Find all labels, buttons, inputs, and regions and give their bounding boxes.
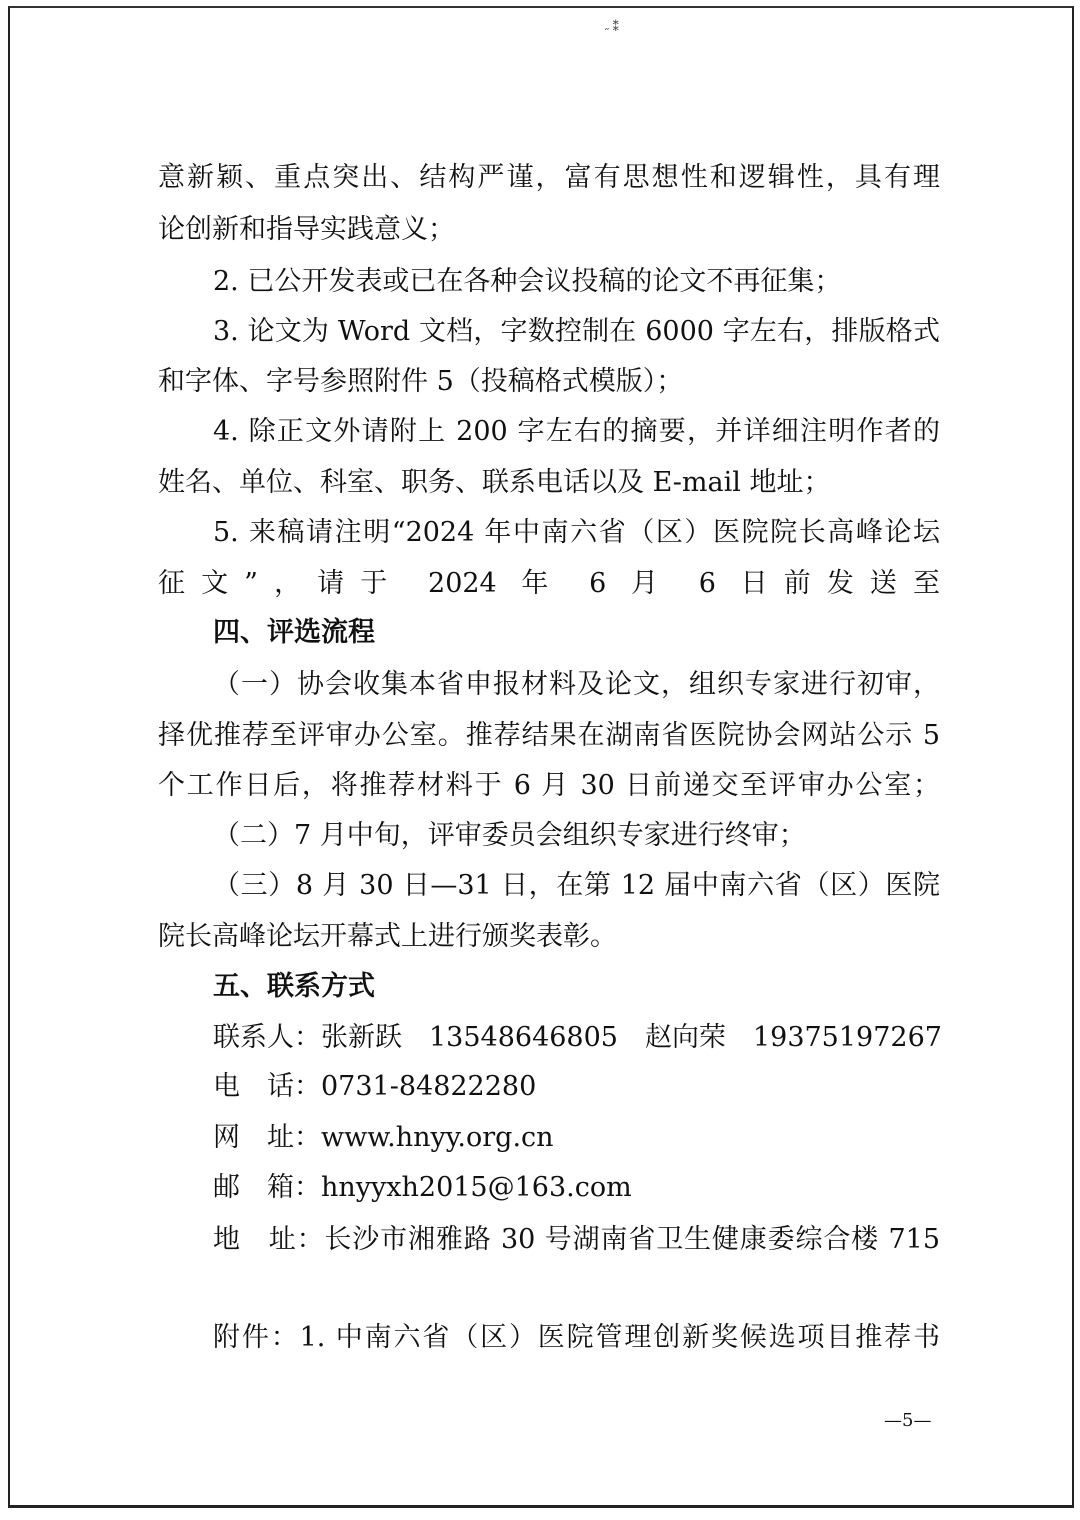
page-number: —5— <box>884 1410 932 1431</box>
list-item: 5. 来稿请注明“2024 年中南六省（区）医院院长高峰论坛 <box>213 517 940 548</box>
body-line: 和字体、字号参照附件 5（投稿格式模版）； <box>158 366 684 397</box>
body-line: 论创新和指导实践意义； <box>158 214 455 245</box>
body-line: 个工作日后，将推荐材料于 6 月 30 日前递交至评审办公室； <box>158 770 940 801</box>
body-line: 意新颖、重点突出、结构严谨，富有思想性和逻辑性，具有理 <box>158 162 940 193</box>
list-item: 2. 已公开发表或已在各种会议投稿的论文不再征集； <box>213 266 842 297</box>
list-item: 4. 除正文外请附上 200 字左右的摘要，并详细注明作者的 <box>213 416 940 447</box>
contact-address: 地 址：长沙市湘雅路 30 号湖南省卫生健康委综合楼 715 <box>213 1224 940 1255</box>
body-line: 择优推荐至评审办公室。推荐结果在湖南省医院协会网站公示 5 <box>158 720 940 751</box>
list-item: （三）8 月 30 日—31 日，在第 12 届中南六省（区）医院 <box>213 870 940 901</box>
scan-marks: ˶ ⁑ <box>605 20 619 34</box>
contact-website: 网 址：www.hnyy.org.cn <box>213 1122 554 1153</box>
section-heading: 五、联系方式 <box>213 971 375 1002</box>
list-item: （一）协会收集本省申报材料及论文，组织专家进行初审， <box>213 669 940 700</box>
attachment-line: 附件：1. 中南六省（区）医院管理创新奖候选项目推荐书 <box>213 1322 940 1353</box>
contact-email: 邮 箱：hnyyxh2015@163.com <box>213 1172 632 1203</box>
contact-phone: 电 话：0731-84822280 <box>213 1071 537 1102</box>
body-line: 征文”，请于 2024 年 6 月 6 日前发送至 <box>158 568 940 599</box>
list-item: 3. 论文为 Word 文档，字数控制在 6000 字左右，排版格式 <box>213 316 940 347</box>
section-heading: 四、评选流程 <box>213 617 375 648</box>
list-item: （二）7 月中旬，评审委员会组织专家进行终审； <box>213 820 806 851</box>
body-line: 院长高峰论坛开幕式上进行颁奖表彰。 <box>158 921 617 952</box>
contact-persons: 联系人：张新跃 13548646805 赵向荣 19375197267 <box>213 1022 942 1053</box>
body-line: 姓名、单位、科室、职务、联系电话以及 E-mail 地址； <box>158 467 831 498</box>
